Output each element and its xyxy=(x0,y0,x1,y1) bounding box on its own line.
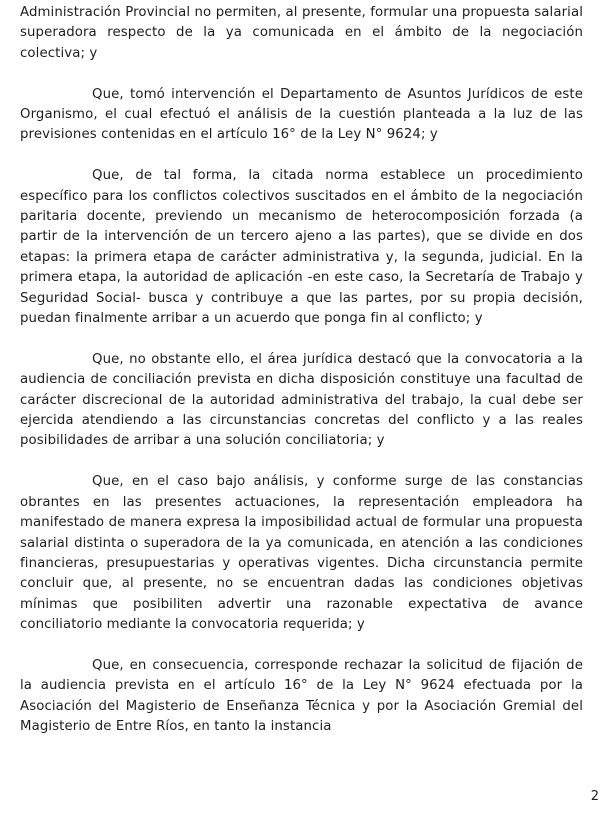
paragraph-continuation: Administración Provincial no permiten, al presente, formular una propuesta salarial superadora respecto de la ya comunicada en el ámbito de la negociación colectiva; y xyxy=(20,5,583,61)
page-number: 2 xyxy=(590,789,599,804)
paragraph-case-analysis: Que, en el caso bajo análisis, y conforme surge de las constancias obrantes en las presentes actuaciones, la representación empleadora ha manifestado de manera expresa la imposibilidad actual de formular una propuesta salarial distinta o superadora de la ya comunicada, en atención a las condiciones financieras, presupuestarias y operativas vigentes. Dicha circunstancia permite concluir que, al presente, no se encuentran dadas las condiciones objetivas mínimas que posibiliten advertir una razonable expectativa de avance conciliatorio mediante la convocatoria requerida; y xyxy=(20,474,583,633)
paragraph-legal-intervention: Que, tomó intervención el Departamento de Asuntos Jurídicos de este Organismo, el cual efectuó el análisis de la cuestión planteada a la luz de las previsiones contenidas en el artículo 16° de la Ley N° 9624; y xyxy=(20,86,583,143)
paragraph-consequence: Que, en consecuencia, corresponde rechazar la solicitud de fijación de la audiencia prevista en el artículo 16° de la Ley N° 9624 efectuada por la Asociación del Magisterio de Enseñanza Técnica y por la Asociación Gremial del Magisterio de Entre Ríos, en tanto la instancia xyxy=(20,657,583,735)
document-body xyxy=(20,3,583,738)
paragraph-procedure: Que, de tal forma, la citada norma establece un procedimiento específico para los conflictos colectivos suscitados en el ámbito de la negociación paritaria docente, previendo un mecanismo de heterocomposición forzada (a partir de la intervención de un tercero ajeno a las partes), que se divide en dos etapas: la primera etapa de carácter administrativa y, la segunda, judicial. En la primera etapa, la autoridad de aplicación -en este caso, la Secretaría de Trabajo y Seguridad Social- busca y contribuye a que las partes, por su propia decisión, puedan finalmente arribar a un acuerdo que ponga fin al conflicto; y xyxy=(20,168,583,327)
paragraph-discretionary-power: Que, no obstante ello, el área jurídica destacó que la convocatoria a la audiencia de conciliación prevista en dicha disposición constituye una facultad de carácter discrecional de la autoridad administrativa del trabajo, la cual debe ser ejercida atendiendo a las circunstancias concretas del conflicto y a las reales posibilidades de arribar a una solución conciliatoria; y xyxy=(20,351,583,449)
